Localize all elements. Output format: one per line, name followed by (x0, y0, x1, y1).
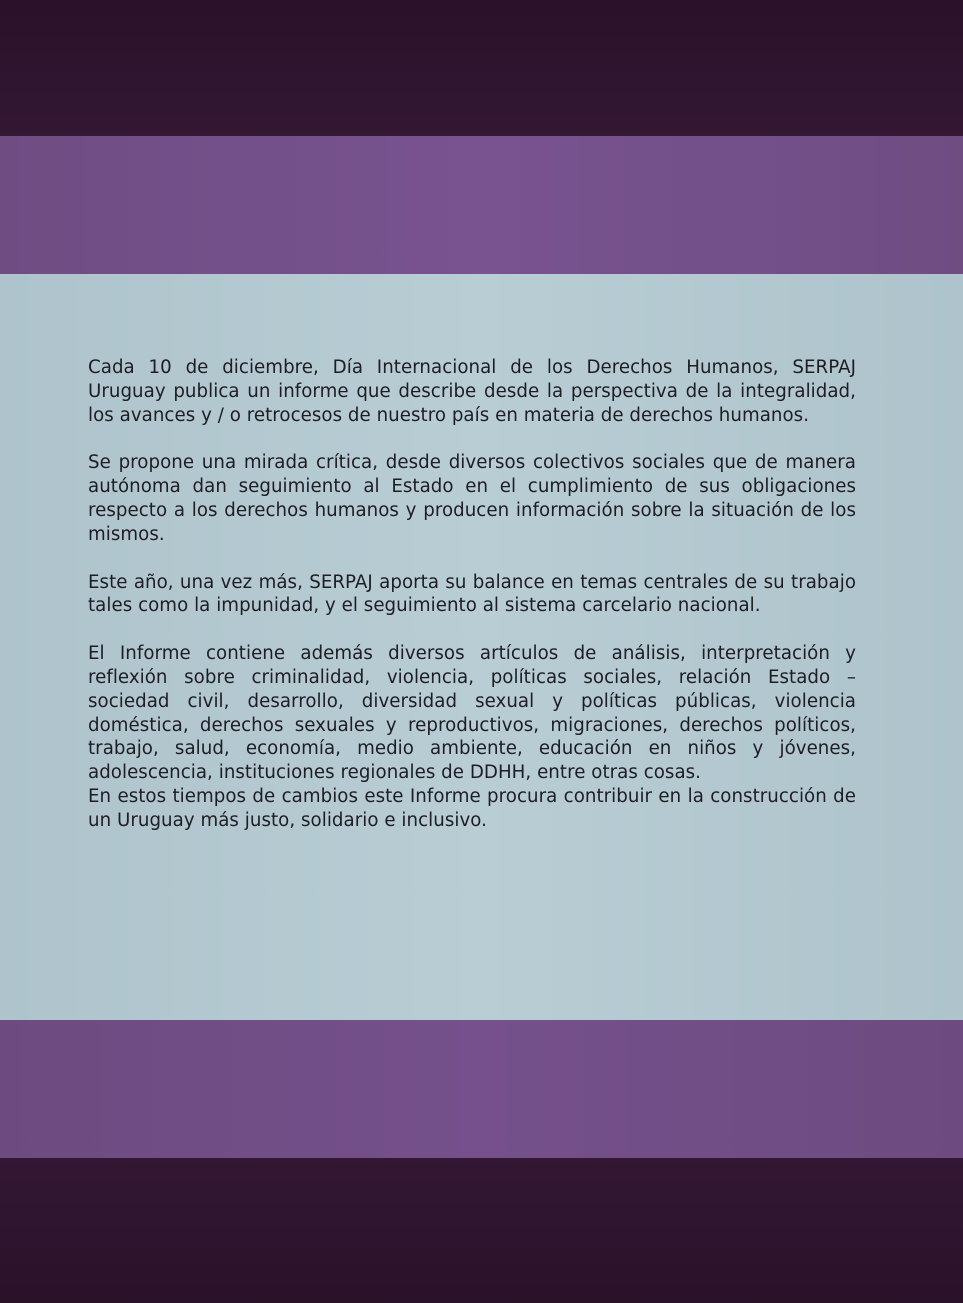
paragraph-report-contents: El Informe contiene además diversos artículos de análisis, interpretación y reflexión sobre criminalidad, violencia, políticas sociales, relación Estado – sociedad civil, desarrollo, diversidad sexual y políticas públicas, violencia doméstica, derechos sexuales y reproductivos, migraciones, derechos políticos, trabajo, salud, economía, medio ambiente, educación en niños y jóvenes, adolescencia, instituciones regionales de DDHH, entre otras cosas. (88, 643, 856, 784)
top-dark-band (0, 0, 963, 136)
top-purple-band (0, 136, 963, 274)
paragraph-critical-view: Se propone una mirada crítica, desde diversos colectivos sociales que de manera autónoma dan seguimiento al Estado en el cumplimiento de sus obligaciones respecto a los derechos humanos y producen información sobre la situación de los mismos. (88, 452, 856, 545)
description-text (88, 356, 856, 833)
bottom-purple-band (0, 1020, 963, 1158)
paragraph-serpaj-balance: Este año, una vez más, SERPAJ aporta su balance en temas centrales de su trabajo tales como la impunidad, y el seguimiento al sistema carcelario nacional. (88, 571, 856, 617)
paragraph-closing: En estos tiempos de cambios este Informe procura contribuir en la construcción de un Uruguay más justo, solidario e inclusivo. (88, 785, 856, 831)
paragraph-intro: Cada 10 de diciembre, Día Internacional de los Derechos Humanos, SERPAJ Uruguay publica un informe que describe desde la perspectiva de la integralidad, los avances y / o retrocesos de nuestro país en materia de derechos humanos. (88, 357, 856, 426)
bottom-dark-band (0, 1158, 963, 1303)
